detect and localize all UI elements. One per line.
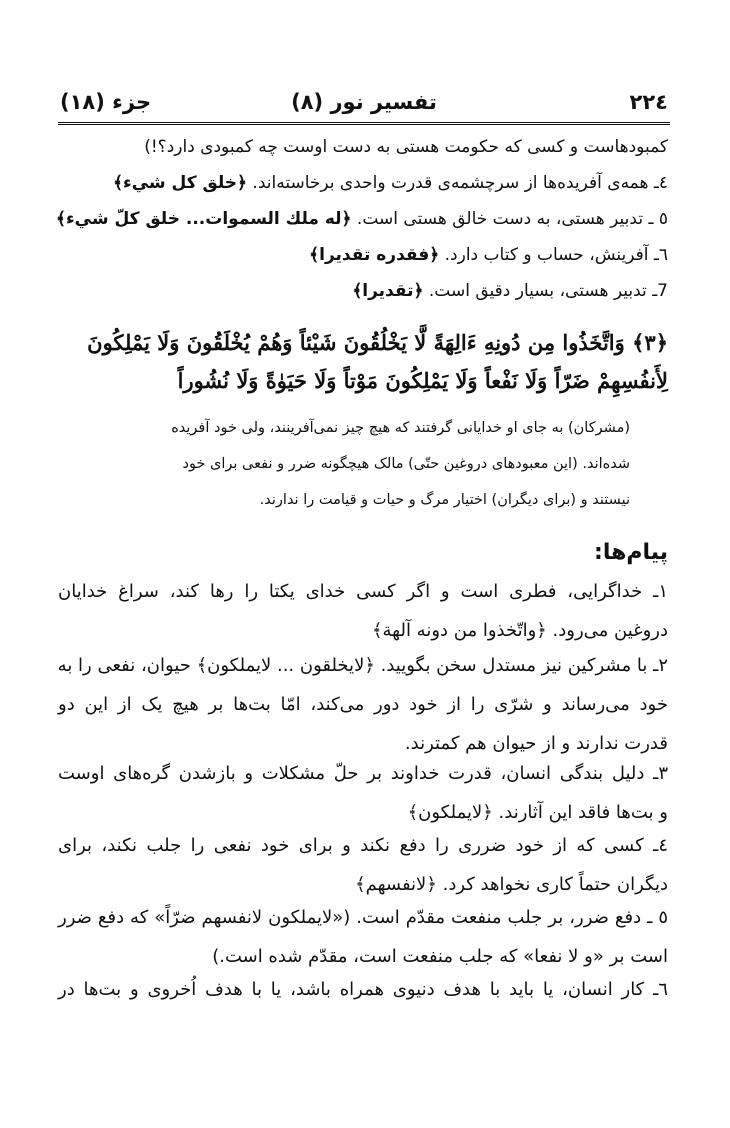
message-item: ٥ ـ دفع ضرر، بر جلب منفعت مقدّم است. («لايملكون لانفسهم ضرّاً» که دفع ضرر است بر «و لا نفعا» که جلب منفعت است، مقدّم شده است.) <box>58 907 668 967</box>
translation-line: شده‌اند. (این معبودهای دروغین حتّی) مالک هیچگونه ضرر و نفعی برای خود <box>182 456 630 472</box>
quran-quote: ﴿له ملك السموات... خلق كلّ شيء﴾ <box>55 209 352 229</box>
intro-line: کمبودهاست و کسی که حکومت هستی به دست اوست چه کمبودی دارد؟!) <box>144 137 668 157</box>
message-item: ٦ـ کار انسان، یا باید با هدف دنیوی همراه باشد، یا با هدف اُخروی و بت‌ها در <box>58 979 668 1000</box>
page-header <box>60 90 668 122</box>
verse-line-2: لِأَنفُسِهِمْ ضَرّاً وَلَا نَفْعاً وَلَا يَمْلِكُونَ مَوْتاً وَلَا حَيَوٰةً وَلَا نُشُوراً <box>177 368 668 393</box>
message-item: ۳ـ دلیل بندگی انسان، قدرت خداوند بر حلّ مشکلات و بازشدن گره‌های اوست و بت‌ها فاقد این آثارند. ﴿لايملكون﴾ <box>58 763 668 823</box>
quran-quote: ﴿خلق كل شيء﴾ <box>113 173 248 193</box>
intro-line: ٥ ـ تدبیر هستی، به دست خالق هستی است. ﴿له ملك السموات... خلق كلّ شيء﴾ <box>55 209 668 229</box>
message-item: ٤ـ کسی که از خود ضرری را دفع نکند و برای خود نفعی را جلب نکند، برای دیگران حتماً کاری نخواهد کرد. ﴿لانفسهم﴾ <box>58 835 668 895</box>
quran-quote: ﴿فقدره تقديرا﴾ <box>309 245 440 265</box>
intro-line: ٤ـ همه‌ی آفریده‌ها از سرچشمه‌ی قدرت واحدی برخاسته‌اند. ﴿خلق كل شيء﴾ <box>113 173 668 193</box>
book-title: تفسیر نور (۸) <box>291 90 437 114</box>
header-rule <box>58 122 670 125</box>
intro-line: ٦ـ آفرینش، حساب و کتاب دارد. ﴿فقدره تقديرا﴾ <box>309 245 668 265</box>
page-number: ۲۲٤ <box>629 90 668 114</box>
message-item: ۱ـ خداگرایی، فطری است و اگر کسی خدای یکتا را رها کند، سراغ خدایان دروغین می‌رود. ﴿واتّخذوا من دونه آلهة﴾ <box>58 581 668 641</box>
verse-marker: ﴿۳﴾ <box>632 330 668 355</box>
intro-line: 7ـ تدبیر هستی، بسیار دقیق است. ﴿تقديرا﴾ <box>352 281 668 301</box>
juz-label: جزء (۱۸) <box>60 90 152 114</box>
translation-line: (مشرکان) به جای او خدایانی گرفتند که هیچ چیز نمی‌آفرینند، ولی خود آفریده <box>171 420 630 436</box>
quran-quote: ﴿تقديرا﴾ <box>352 281 424 301</box>
verse-line-1: ﴿۳﴾ وَاتَّخَذُوا مِن دُونِهِ ءَالِهَةً لَّا يَخْلُقُونَ شَيْئاً وَهُمْ يُخْلَقُونَ وَلَا يَمْلِكُونَ <box>87 330 668 355</box>
translation-line: نیستند و (برای دیگران) اختیار مرگ و حیات و قیامت را ندارند. <box>259 492 630 508</box>
message-item: ۲ـ با مشرکین نیز مستدل سخن بگویید. ﴿لايخلقون ... لايملكون﴾ حیوان، نفعی را به خود می‌رساند و شرّی را از خود دور می‌کند، امّا بت‌ها بر هیچ یک از این دو قدرت ندارند و از حیوان هم کمترند. <box>57 655 668 754</box>
messages-heading: پیام‌ها: <box>594 540 668 565</box>
